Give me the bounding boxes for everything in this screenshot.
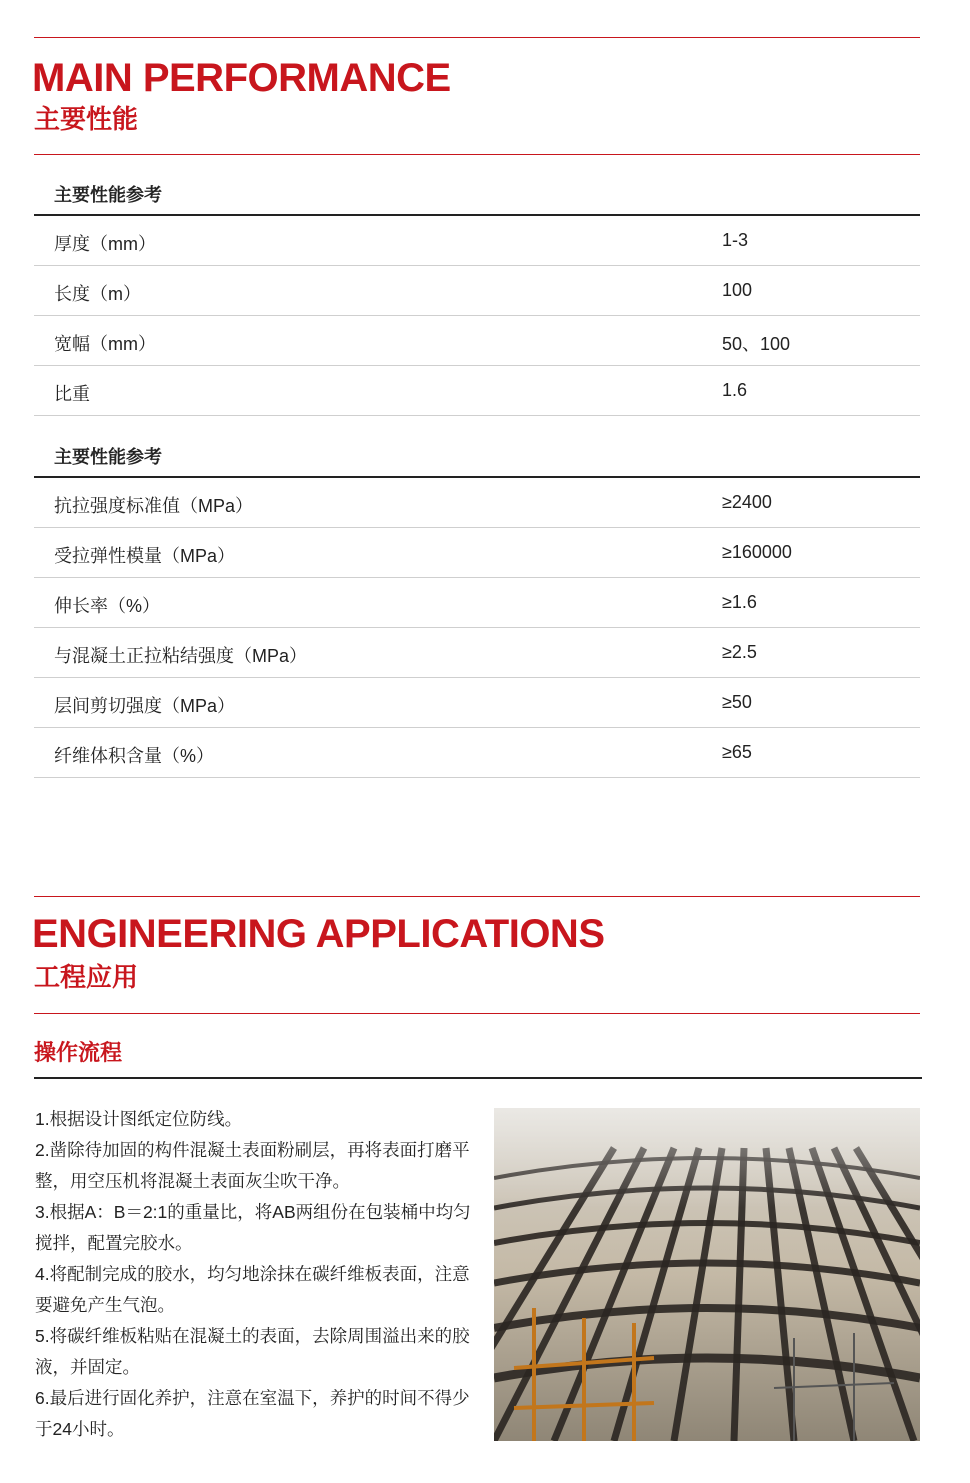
row-label: 厚度（mm）: [54, 234, 156, 254]
row-label: 抗拉强度标准值（MPa）: [54, 496, 254, 516]
process-step: 6.最后进行固化养护，注意在室温下，养护的时间不得少于24小时。: [35, 1388, 470, 1439]
row-value: ≥1.6: [722, 592, 757, 612]
carbon-fiber-grid-ceiling-icon: [494, 1108, 920, 1441]
spec-table-header: [34, 428, 920, 478]
table-row: [34, 578, 920, 628]
process-step: 2.凿除待加固的构件混凝土表面粉刷层，再将表面打磨平整，用空压机将混凝土表面灰尘吹干净。: [35, 1140, 470, 1191]
process-step: 1.根据设计图纸定位防线。: [35, 1109, 243, 1129]
row-value: 1.6: [722, 380, 748, 400]
row-label: 伸长率（%）: [54, 596, 161, 616]
process-title: 操作流程: [34, 1040, 123, 1065]
top-rule: [34, 37, 920, 38]
spec-table-1: [34, 166, 920, 416]
table-row: [34, 266, 920, 316]
applications-title-cn: 工程应用: [34, 962, 139, 992]
spec-table-header: [34, 166, 920, 216]
row-value: ≥160000: [722, 542, 792, 562]
process-step: 5.将碳纤维板粘贴在混凝土的表面，去除周围溢出来的胶液，并固定。: [35, 1326, 470, 1377]
table-row: [34, 628, 920, 678]
row-label: 层间剪切强度（MPa）: [54, 696, 236, 716]
performance-rule: [34, 154, 920, 155]
row-value: ≥65: [722, 742, 752, 762]
row-value: 1-3: [722, 230, 749, 250]
applications-rule: [34, 1013, 920, 1014]
performance-title-cn: 主要性能: [34, 104, 139, 134]
spec-table-header-label: 主要性能参考: [54, 185, 162, 205]
process-step: 4.将配制完成的胶水，均匀地涂抹在碳纤维板表面，注意要避免产生气泡。: [35, 1264, 470, 1315]
row-value: 100: [722, 280, 753, 300]
process-step: 3.根据A：B＝2:1的重量比，将AB两组份在包装桶中均匀搅拌，配置完胶水。: [35, 1202, 471, 1253]
table-row: [34, 728, 920, 778]
table-row: [34, 528, 920, 578]
row-label: 纤维体积含量（%）: [54, 746, 215, 766]
construction-photo: [494, 1108, 920, 1441]
table-row: [34, 478, 920, 528]
table-row: [34, 316, 920, 366]
row-label: 比重: [54, 384, 90, 404]
row-label: 受拉弹性模量（MPa）: [54, 546, 236, 566]
table-row: [34, 216, 920, 266]
table-row: [34, 366, 920, 416]
row-value: ≥50: [722, 692, 752, 712]
row-value: ≥2400: [722, 492, 772, 512]
applications-top-rule: [34, 896, 920, 897]
row-label: 长度（m）: [54, 284, 141, 304]
spec-table-2: [34, 428, 920, 778]
applications-title-en: ENGINEERING APPLICATIONS: [32, 912, 605, 956]
process-steps: [35, 1104, 475, 1445]
table-row: [34, 678, 920, 728]
row-label: 宽幅（mm）: [54, 334, 156, 354]
row-value: 50、100: [722, 334, 791, 354]
performance-title-en: MAIN PERFORMANCE: [32, 56, 451, 100]
row-label: 与混凝土正拉粘结强度（MPa）: [54, 646, 308, 666]
row-value: ≥2.5: [722, 642, 757, 662]
process-rule: [34, 1077, 922, 1079]
spec-table-header-label: 主要性能参考: [54, 447, 162, 467]
